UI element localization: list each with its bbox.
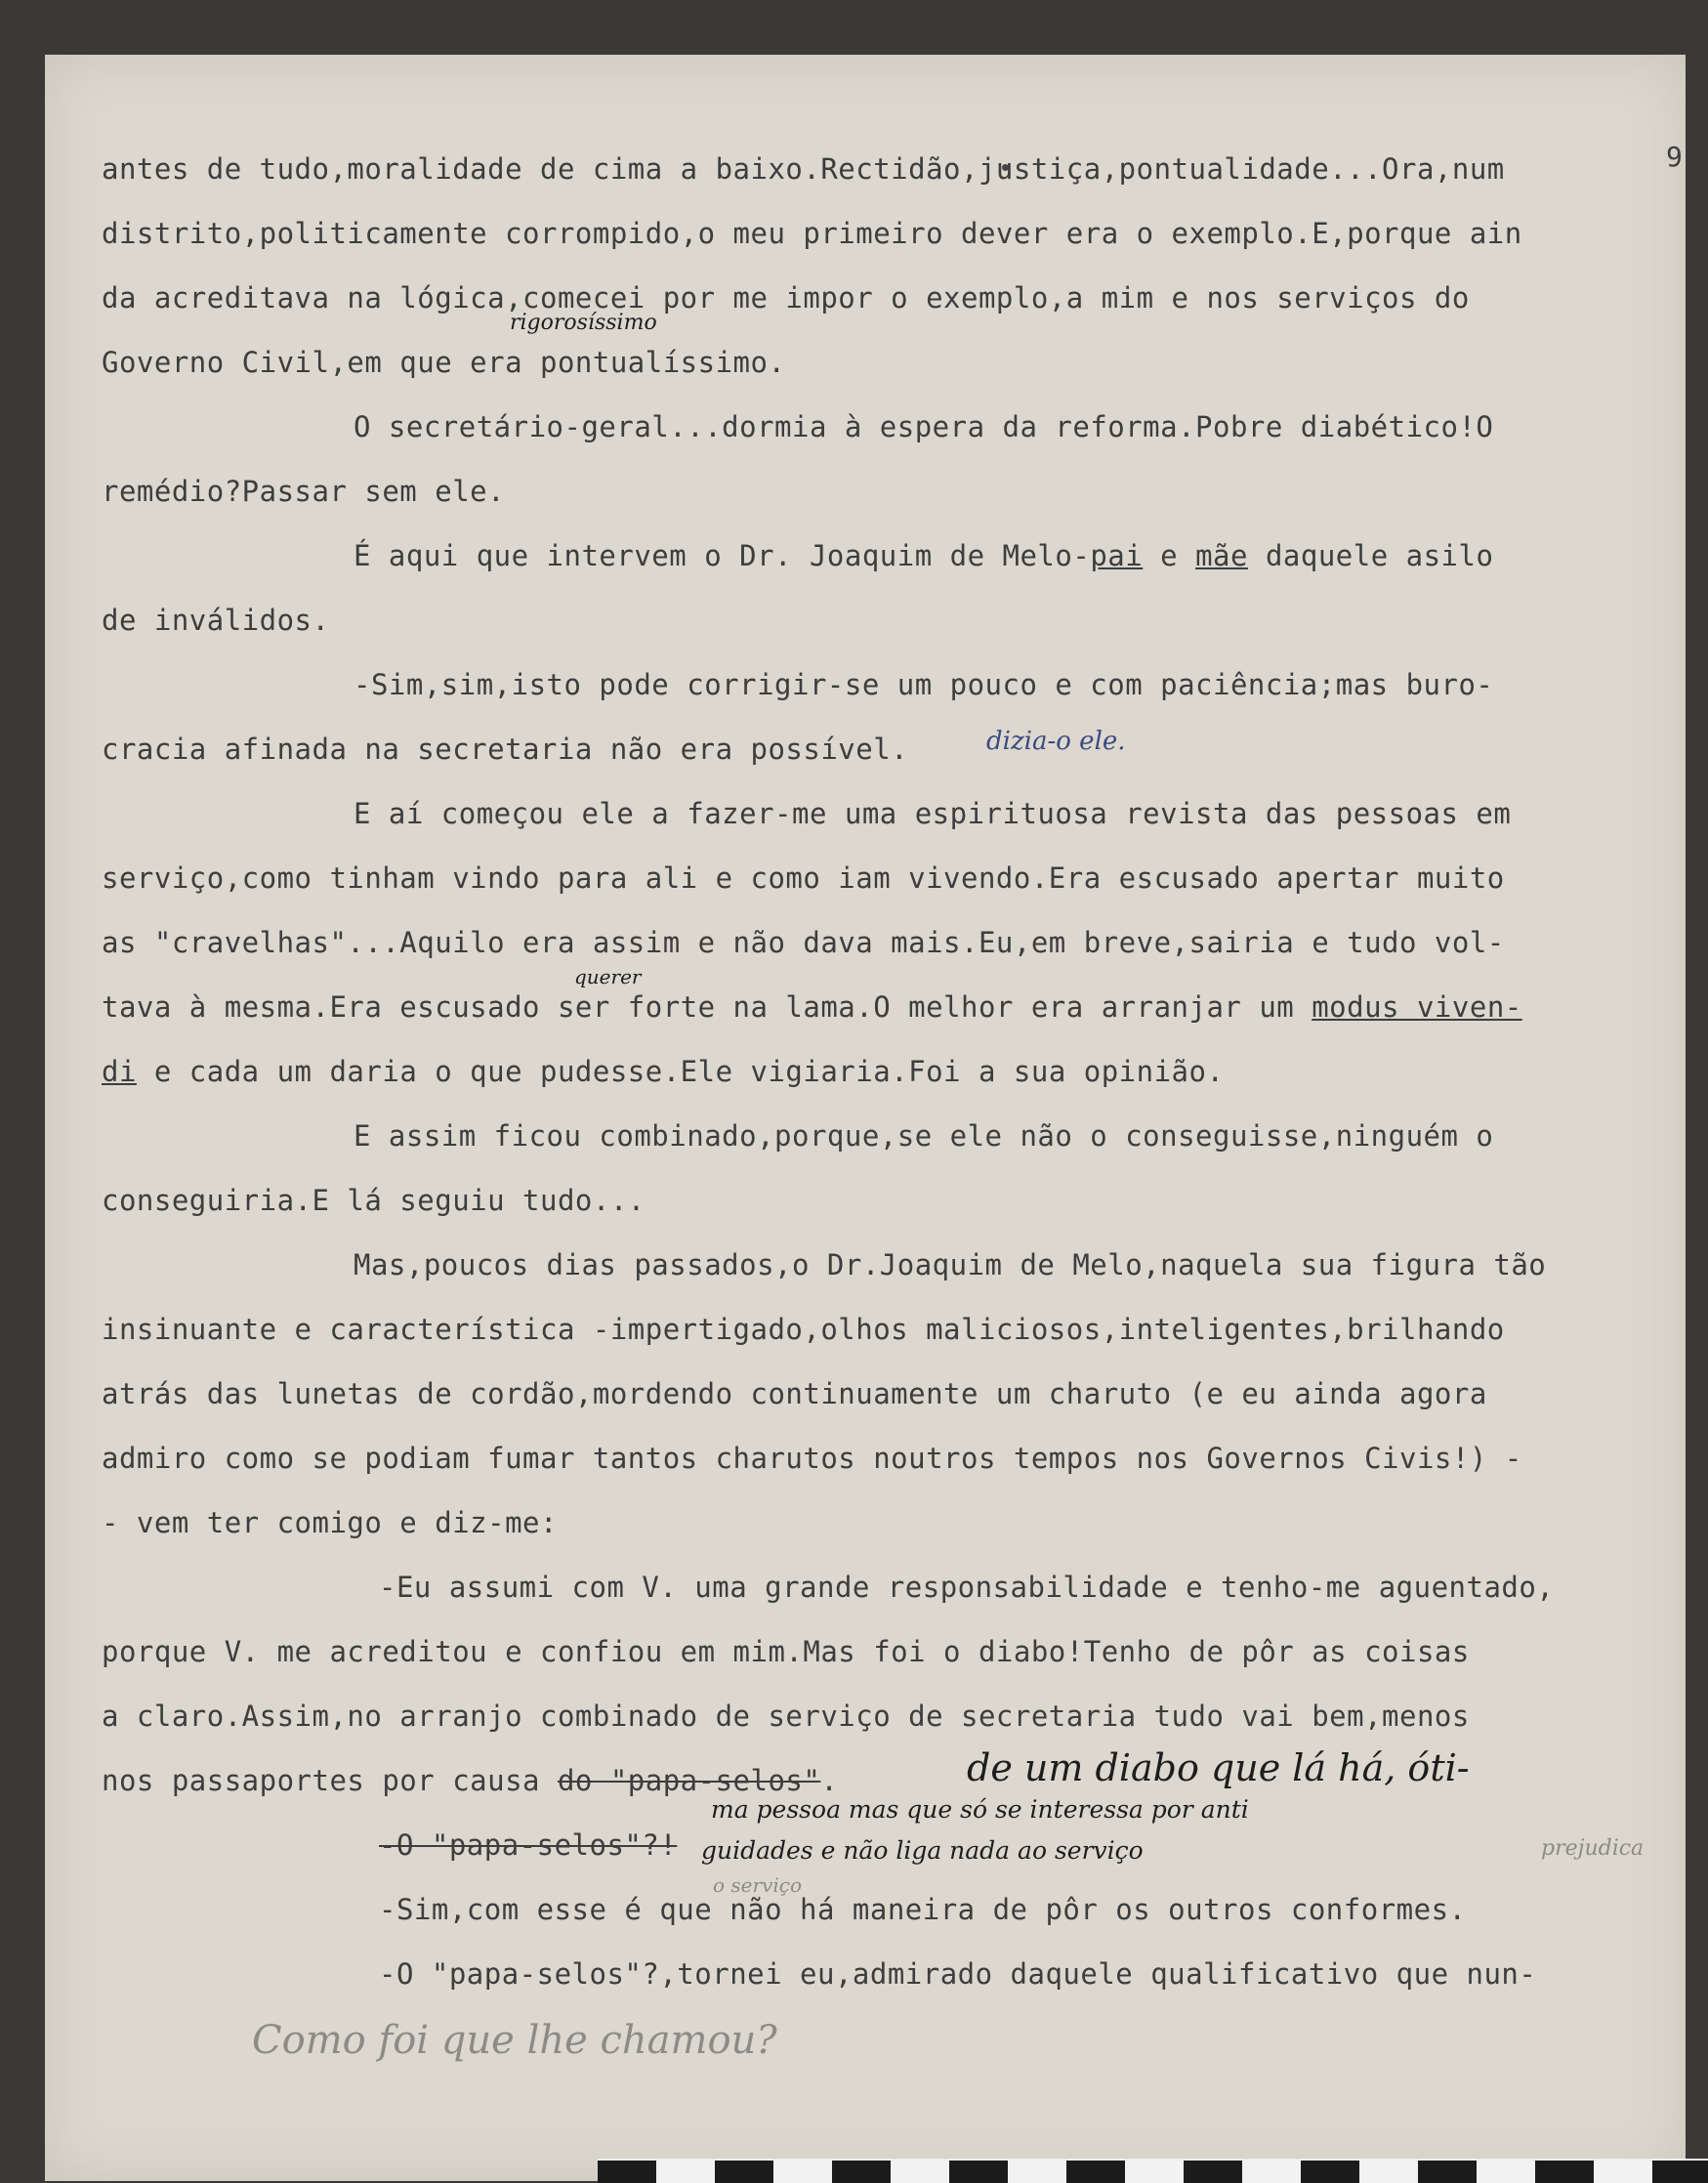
text-line-4: Governo Civil,em que era pontualíssimo. bbox=[102, 346, 786, 379]
underlined-di: di bbox=[102, 1055, 137, 1088]
pencil-note-bottom: Como foi que lhe chamou? bbox=[252, 2018, 777, 2063]
text-line-8: de inválidos. bbox=[102, 604, 330, 637]
text-line-26 bbox=[102, 1764, 838, 1797]
text-line-18: Mas,poucos dias passados,o Dr.Joaquim de Melo,naquela sua figura tão bbox=[354, 1248, 1547, 1281]
text-line-5: O secretário-geral...dormia à espera da reforma.Pobre diabético!O bbox=[354, 410, 1494, 443]
text-line-23: -Eu assumi com V. uma grande responsabilidade e tenho-me aguentado, bbox=[379, 1571, 1555, 1604]
text-line-11: E aí começou ele a fazer-me uma espirituosa revista das pessoas em bbox=[354, 797, 1512, 830]
scale-ruler bbox=[598, 2159, 1708, 2183]
line-26-part-b: . bbox=[820, 1764, 839, 1797]
text-line-2: distrito,politicamente corrompido,o meu primeiro dever era o exemplo.E,porque ain bbox=[102, 217, 1522, 250]
text-line-13: as "cravelhas"...Aquilo era assim e não dava mais.Eu,em breve,sairia e tudo vol- bbox=[102, 926, 1505, 959]
struck-papa-selos: do "papa-selos" bbox=[557, 1764, 821, 1797]
handwritten-querer: querer bbox=[574, 965, 642, 988]
text-line-6: remédio?Passar sem ele. bbox=[102, 475, 506, 508]
line-7-part-c: daquele asilo bbox=[1247, 539, 1494, 572]
line-7-part-b: e bbox=[1143, 539, 1196, 572]
text-line-3: da acreditava na lógica,comecei por me impor o exemplo,a mim e nos serviços do bbox=[102, 281, 1470, 315]
text-line-25: a claro.Assim,no arranjo combinado de serviço de secretaria tudo vai bem,menos bbox=[102, 1700, 1470, 1733]
underlined-mae: mãe bbox=[1195, 539, 1248, 572]
line-26-part-a: nos passaportes por causa bbox=[102, 1764, 558, 1797]
text-line-9: -Sim,sim,isto pode corrigir-se um pouco e com paciência;mas buro- bbox=[354, 668, 1494, 701]
handwritten-above-era: rigorosíssimo bbox=[510, 311, 657, 335]
text-line-12: serviço,como tinham vindo para ali e como iam vivendo.Era escusado apertar muito bbox=[102, 861, 1505, 895]
underlined-pai: pai bbox=[1090, 539, 1144, 572]
handwritten-margin-note-3: guidades e não liga nada ao serviço bbox=[701, 1836, 1144, 1865]
text-line-7 bbox=[354, 539, 1493, 572]
text-line-27-struck: -O "papa-selos"?! bbox=[379, 1828, 678, 1862]
text-line-28: -Sim,com esse é que não há maneira de pôr os outros conformes. bbox=[379, 1893, 1467, 1926]
underlined-modus-vivendi: modus viven- bbox=[1312, 990, 1522, 1024]
text-line-22: - vem ter comigo e diz-me: bbox=[102, 1506, 558, 1539]
line-15-part-b: e cada um daria o que pudesse.Ele vigiaria.Foi a sua opinião. bbox=[136, 1055, 1225, 1088]
text-line-21: admiro como se podiam fumar tantos charutos noutros tempos nos Governos Civis!) - bbox=[102, 1442, 1522, 1475]
text-line-17: conseguiria.E lá seguiu tudo... bbox=[102, 1184, 646, 1217]
text-line-29: -O "papa-selos"?,tornei eu,admirado daquele qualificativo que nun- bbox=[379, 1957, 1537, 1991]
text-line-1: antes de tudo,moralidade de cima a baixo.Rectidão,justiça,pontualidade...Ora,num bbox=[102, 152, 1505, 186]
line-14-part-a: tava à mesma.Era escusado ser forte na lama.O melhor era arranjar um bbox=[102, 990, 1312, 1024]
page-number: 9 bbox=[1666, 141, 1683, 173]
handwritten-margin-note-1: de um diabo que lá há, óti- bbox=[967, 1746, 1470, 1789]
handwritten-margin-note-2: ma pessoa mas que só se interessa por anti bbox=[711, 1795, 1249, 1824]
text-line-15 bbox=[102, 1055, 1224, 1088]
text-line-19: insinuante e característica -impertigado,olhos maliciosos,inteligentes,brilhando bbox=[102, 1313, 1505, 1346]
handwritten-dizia-o-ele: dizia-o ele. bbox=[986, 727, 1126, 756]
text-line-16: E assim ficou combinado,porque,se ele não o conseguisse,ninguém o bbox=[354, 1119, 1494, 1153]
text-line-24: porque V. me acreditou e confiou em mim.Mas foi o diabo!Tenho de pôr as coisas bbox=[102, 1635, 1470, 1668]
pencil-note-servico: o serviço bbox=[713, 1873, 802, 1897]
pencil-note-prejudica: prejudica bbox=[1541, 1836, 1645, 1861]
text-line-14 bbox=[102, 990, 1522, 1024]
text-line-20: atrás das lunetas de cordão,mordendo continuamente um charuto (e eu ainda agora bbox=[102, 1377, 1487, 1410]
line-7-part-a: É aqui que intervem o Dr. Joaquim de Melo- bbox=[354, 539, 1091, 572]
text-line-10: cracia afinada na secretaria não era possível. bbox=[102, 733, 909, 766]
